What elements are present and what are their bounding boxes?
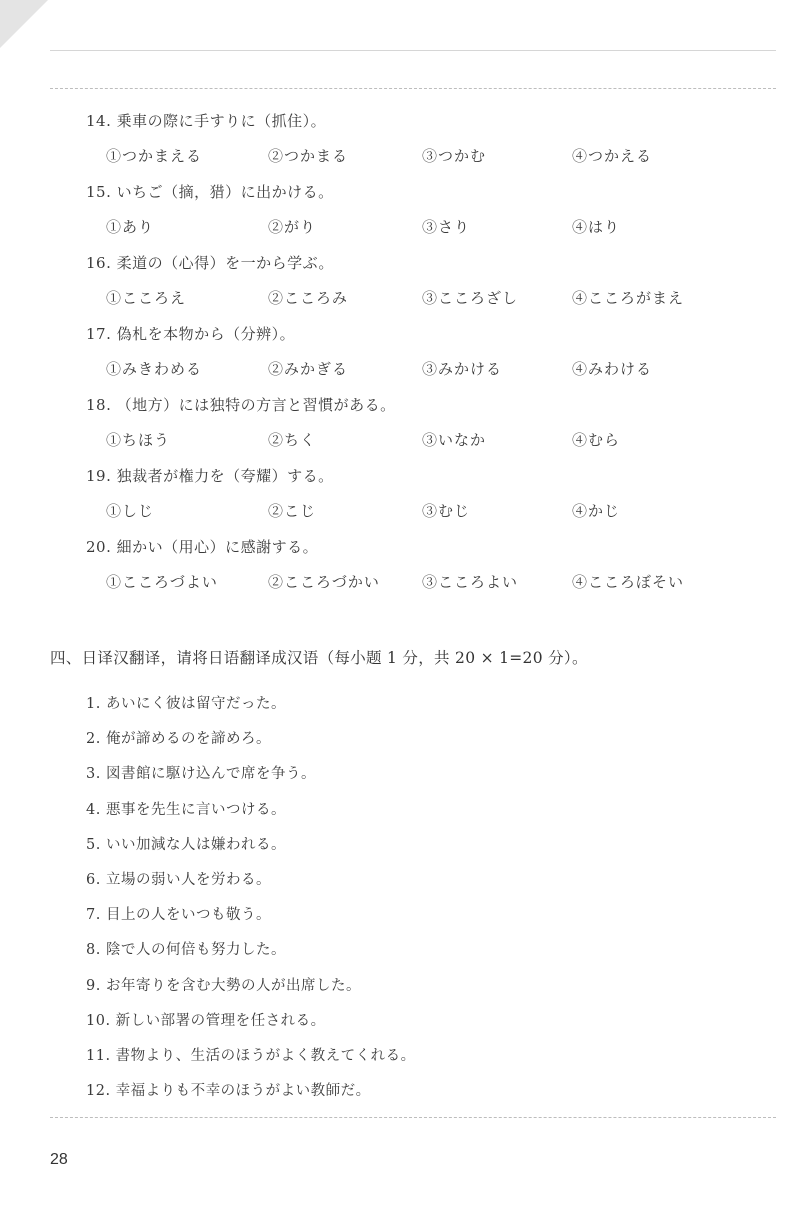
option-row — [0, 358, 800, 380]
option-1: ①みきわめる — [106, 360, 203, 378]
question-text: 17. 偽札を本物から（分辨）。 — [86, 325, 296, 343]
option-4: ④つかえる — [572, 147, 653, 165]
translation-list — [86, 693, 416, 1115]
option-4: ④はり — [572, 218, 621, 236]
bottom-dashed-divider — [50, 1117, 776, 1118]
question-text: 18. （地方）には独特の方言と習慣がある。 — [86, 396, 396, 414]
option-3: ③さり — [422, 218, 471, 236]
option-1: ①こころえ — [106, 289, 187, 307]
question-14 — [0, 100, 800, 171]
translation-item: 9. お年寄りを含む大勢の人が出席した。 — [86, 977, 361, 994]
vocabulary-question-list — [0, 100, 800, 597]
translation-item: 12. 幸福よりも不幸のほうがよい教師だ。 — [86, 1083, 371, 1100]
option-1: ①あり — [106, 218, 155, 236]
translation-item: 5. いい加減な人は嫌われる。 — [86, 836, 286, 853]
option-2: ②こころみ — [268, 289, 349, 307]
option-2: ②こじ — [268, 502, 317, 520]
header-rule — [50, 50, 776, 51]
option-4: ④こころぼそい — [572, 573, 685, 591]
option-1: ①ちほう — [106, 431, 171, 449]
translation-item: 6. 立場の弱い人を労わる。 — [86, 871, 271, 888]
option-4: ④かじ — [572, 502, 621, 520]
translation-item: 4. 悪事を先生に言いつける。 — [86, 801, 286, 818]
translation-item: 8. 陰で人の何倍も努力した。 — [86, 942, 286, 959]
question-19 — [0, 455, 800, 526]
option-row — [0, 429, 800, 451]
option-2: ②みかぎる — [268, 360, 349, 378]
option-1: ①つかまえる — [106, 147, 203, 165]
section-heading: 四、日译汉翻译，请将日语翻译成汉语（每小题 1 分，共 20 × 1=20 分）。 — [50, 649, 588, 667]
option-3: ③むじ — [422, 502, 471, 520]
option-1: ①しじ — [106, 502, 155, 520]
option-row — [0, 287, 800, 309]
question-18 — [0, 384, 800, 455]
option-2: ②ちく — [268, 431, 317, 449]
option-4: ④むら — [572, 431, 621, 449]
question-17 — [0, 313, 800, 384]
translation-item: 1. あいにく彼は留守だった。 — [86, 696, 286, 712]
option-4: ④こころがまえ — [572, 289, 685, 307]
option-row — [0, 571, 800, 593]
question-16 — [0, 242, 800, 313]
question-text: 20. 細かい（用心）に感謝する。 — [86, 538, 319, 556]
question-text: 16. 柔道の（心得）を一から学ぶ。 — [86, 254, 334, 272]
option-3: ③つかむ — [422, 147, 487, 165]
option-3: ③こころよい — [422, 573, 519, 591]
option-3: ③みかける — [422, 360, 503, 378]
translation-item: 10. 新しい部署の管理を任される。 — [86, 1012, 326, 1029]
translation-item: 3. 図書館に駆け込んで席を争う。 — [86, 766, 316, 783]
question-15 — [0, 171, 800, 242]
option-row — [0, 500, 800, 522]
top-dashed-divider — [50, 88, 776, 89]
option-3: ③いなか — [422, 431, 487, 449]
option-2: ②つかまる — [268, 147, 349, 165]
option-3: ③こころざし — [422, 289, 519, 307]
question-text: 14. 乗車の際に手すりに（抓住）。 — [86, 112, 327, 130]
option-row — [0, 216, 800, 238]
option-1: ①こころづよい — [106, 573, 218, 591]
option-4: ④みわける — [572, 360, 653, 378]
option-row — [0, 145, 800, 167]
page-corner-mark — [0, 0, 48, 48]
option-2: ②こころづかい — [268, 573, 380, 591]
question-text: 15. いちご（摘，猎）に出かける。 — [86, 183, 334, 201]
question-text: 19. 独裁者が権力を（夸耀）する。 — [86, 467, 334, 485]
page-number: 28 — [50, 1151, 68, 1168]
translation-item: 7. 目上の人をいつも敬う。 — [86, 907, 271, 924]
question-20 — [0, 526, 800, 597]
translation-item: 11. 書物より、生活のほうがよく教えてくれる。 — [86, 1047, 416, 1064]
translation-item: 2. 俺が諦めるのを諦めろ。 — [86, 731, 271, 748]
option-2: ②がり — [268, 218, 317, 236]
